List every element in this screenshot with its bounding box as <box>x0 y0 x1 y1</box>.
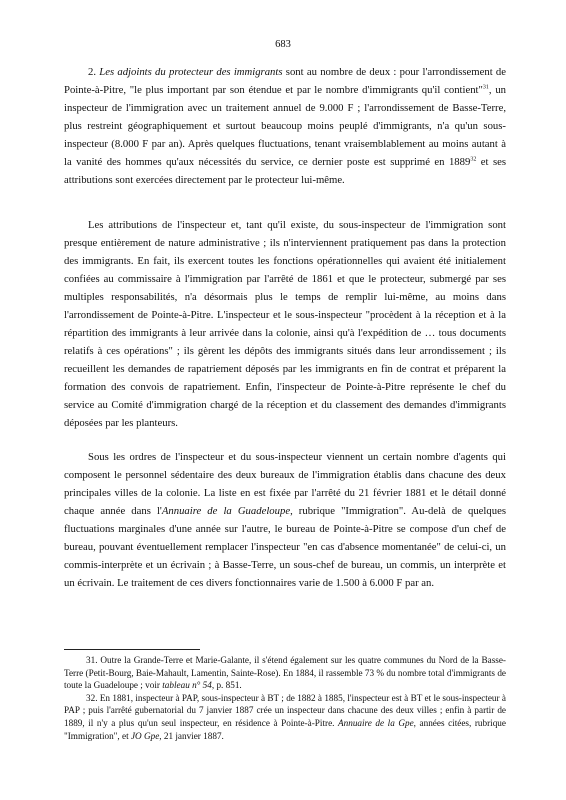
footnote-text: , 21 janvier 1887. <box>159 730 224 741</box>
section-number: 2. <box>88 66 97 78</box>
footnote-ref-32[interactable]: 32 <box>470 156 477 163</box>
footnote-text: 32. En 1881, inspecteur à PAP, sous-inspecteur à BT ; de 1882 à 1885, l'inspecteur est à BT et le sous-inspecteur à PAP ; puis l'arrêté gubernatorial du 7 janvier 1887 crée un inspecteur dans chacune des deux villes ; enfin à partir de 1889, il n'y a plus qu'un seul inspecteur, en résidence à Pointe-à-Pitre. <box>64 692 506 728</box>
footnote-text: , années citées, rubrique "Immigration", et <box>64 717 506 741</box>
section-title: Les adjoints du protecteur des immigrants <box>99 66 283 78</box>
paragraph-text: , un inspecteur de l'immigration avec un traitement annuel de 9.000 F ; l'arrondissement de Basse-Terre, plus restreint géographiquement et surtout beaucoup moins peuplé d'immigrants, n'a qu'un sous-inspecteur (8.000 F par an). Après quelques fluctuations, tenant vraisemblablement au moins autant à la vanité des hommes qu'aux nécessités du service, ce dernier poste est supprimé en 1889 <box>64 84 507 168</box>
footnote-32 <box>64 692 506 742</box>
page-number: 683 <box>275 39 291 50</box>
footnote-italic: tableau n° 54 <box>162 680 212 691</box>
annuaire-title: Annuaire de la Guadeloupe <box>161 505 291 517</box>
footnote-31 <box>64 654 506 692</box>
paragraph-text: , rubrique "Immigration". Au-delà de quelques fluctuations marginales d'une année sur l'autre, le bureau de Pointe-à-Pitre se compose d'un chef de bureau, pouvant éventuellement remplacer l'inspecteur "en cas d'absence momentanée" de celui-ci, un commis-interprète et un écrivain ; à Basse-Terre, un sous-chef de bureau, un commis, un interprète et un écrivain. Le traitement de ces divers fonctionnaires varie de 1.500 à 6.000 F par an. <box>64 505 506 589</box>
paragraph-text: et ses attributions sont exercées directement par le protecteur lui-même. <box>64 156 507 186</box>
paragraph-adjoints <box>64 63 506 189</box>
paragraph-attributions <box>64 216 506 432</box>
footnote-ref-31[interactable]: 31 <box>482 84 489 91</box>
footnote-divider <box>64 649 200 650</box>
footnote-italic: Annuaire de la Gpe <box>338 717 414 728</box>
footnote-italic: JO Gpe <box>130 730 160 741</box>
paragraph-text: Les attributions de l'inspecteur et, tant qu'il existe, du sous-inspecteur de l'immigration sont presque entièrement de nature administrative ; ils n'interviennent pratiquement pas dans la protection des immigrants. En fait, ils exercent toutes les fonctions opérationnelles qui avaient été initialement confiées au commissaire à l'immigration par l'arrêté de 1861 et que le protecteur, submergé par ses multiples responsabilités, n'a désormais plus le temps de remplir lui-même, au moins dans l'arrondissement de Pointe-à-Pitre. L'inspecteur et le sous-inspecteur "procèdent à la réception et à la répartition des immigrants à leur arrivée dans la colonie, ainsi qu'à l'expédition de … tous documents relatifs à ces opérations" ; ils gèrent les dépôts des immigrants situés dans leur arrondissement ; ils recueillent les demandes de rapatriement déposés par les immigrants en fin de contrat et préparent la formation des convois de rapatriement. Enfin, l'inspecteur de Pointe-à-Pitre représente le chef du service au Comité d'immigration chargé de la réception et du classement des demandes d'immigrants déposées par les planteurs. <box>64 219 506 429</box>
footnote-text: 31. Outre la Grande-Terre et Marie-Galante, il s'étend également sur les quatre communes du Nord de la Basse-Terre (Petit-Bourg, Baie-Mahault, Lamentin, Sainte-Rose). En 1884, il rassemble 73 % du nombre total d'immigrants de toute la Guadeloupe ; voir <box>64 655 506 691</box>
footnotes <box>64 654 506 742</box>
paragraph-text: Sous les ordres de l'inspecteur et du sous-inspecteur viennent un certain nombre d'agents qui composent le personnel sédentaire des deux bureaux de l'immigration établis dans chacune des deux principales villes de la colonie. La liste en est fixée par l'arrêté du 21 février 1881 et le détail donné chaque année dans l' <box>64 451 506 517</box>
paragraph-text: sont au nombre de deux : pour l'arrondissement de Pointe-à-Pitre, "le plus important par son étendue et par le nombre d'immigrants qu'il contient" <box>64 66 507 96</box>
footnote-text: , p. 851. <box>211 680 242 691</box>
paragraph-agents <box>64 448 506 592</box>
